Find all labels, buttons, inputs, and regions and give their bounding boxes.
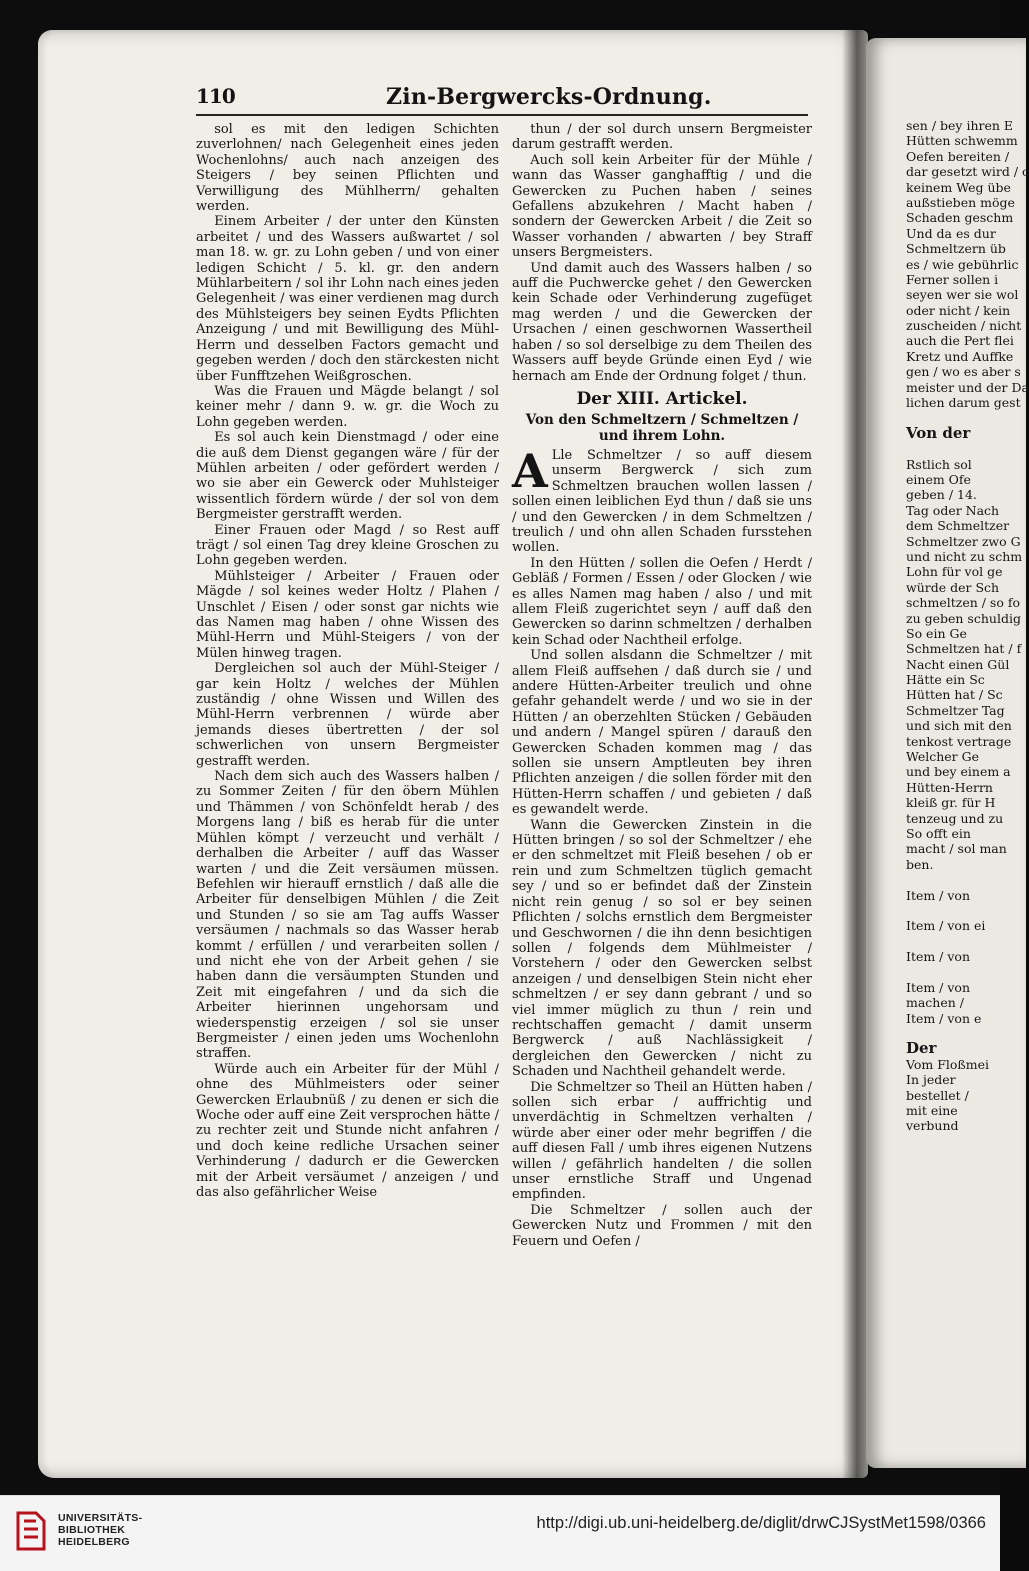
- right-page-line: mit eine: [906, 1103, 958, 1118]
- right-page-text: [906, 118, 1029, 1134]
- left-column-paragraph: sol es mit den ledigen Schichten zuverlohnen/ nach Gelegenheit eines jeden Wochenlohns/ auch nach anzeigen des Steigers / bey seinen Pflichten und Verwilligung des Mühlherrn/ gehalten werden.: [196, 122, 499, 215]
- right-page-line: Schmeltzer Tag: [906, 702, 1005, 718]
- right-page-line: lichen darum gest: [906, 395, 1021, 411]
- right-page-line: es / wie gebührlic: [906, 256, 1019, 272]
- left-column-paragraph: Es sol auch kein Dienstmagd / oder eine die auß dem Dienst gegangen wäre / für der Mühlen arbeiten / oder gefördert werden / wo sie aber ein Gewerck oder Muhlsteiger wissentlich fördern würde / der sol von dem Bergmeister gerstrafft werden.: [196, 430, 499, 523]
- left-column-paragraph: Einem Arbeiter / der unter den Künsten arbeitet / und des Wassers außwartet / sol man 18. w. gr. zu Lohn geben / und von einer ledigen Schicht / 5. kl. gr. den andern Mühlarbeitern / sol ihr Lohn nach eines jeden Gelegenheit / was einer verdienen mag durch des Mühlsteigers bey seinen Eydts Pflichten Anzeigung / und mit Bewilligung des Mühl-Herrn und desselben Factors gemacht und gegeben werden / doch den stärckesten nicht über Funfftzehen Weißgroschen.: [196, 214, 499, 384]
- running-head: [196, 84, 816, 114]
- page-number: 110: [196, 84, 235, 108]
- permalink-url[interactable]: http://digi.ub.uni-heidelberg.de/diglit/drwCJSystMet1598/0366: [536, 1514, 986, 1532]
- article-first-text: Lle Schmeltzer / so auff diesem unserm Bergwerck / sich zum Schmeltzen brauchen wollen lassen / sollen einen leiblichen Eyd thun / daß sie uns / und den Gewercken / in dem Schmeltzen / treulich / und ohn allen Schaden fursstehen wollen.: [512, 447, 812, 556]
- right-page-line: Oefen bereiten /: [906, 148, 1010, 164]
- right-page-line: Und da es dur: [906, 225, 996, 241]
- right-page-line: Item / von: [906, 979, 971, 995]
- right-page-line: Vom Floßmei: [906, 1056, 990, 1072]
- left-column-paragraph: Würde auch ein Arbeiter für der Mühl / ohne des Mühlmeisters oder seiner Gewercken Erlaubnüß / zu denen er sich die Woche oder auff eine Zeit versprochen hätte / zu rechter zeit und Stunde nicht anfahren / und doch keine redliche Ursachen seiner Verhinderung / dadurch er die Gewercken mit der Arbeit versäumet / anzeigen / und das also gefährlicher Weise: [196, 1061, 499, 1201]
- left-column-paragraph: Dergleichen sol auch der Mühl-Steiger / gar kein Holtz / welches der Mühlen zuständig / ohne Wissen und Willen des Mühl-Herrn verbrennen / würde aber jemands dieses übertretten / der sol schwerlichen von unsern Bergmeister gestrafft werden.: [196, 661, 499, 769]
- right-page-line: Hütten hat / Sc: [906, 687, 1003, 703]
- right-page-line: kleiß gr. für H: [906, 795, 996, 811]
- running-title: Zin-Bergwercks-Ordnung.: [386, 84, 712, 110]
- right-page-line: zu geben schuldig: [906, 610, 1021, 626]
- right-page: [866, 38, 1029, 1468]
- right-page-line: [906, 441, 1016, 456]
- right-page-line: zuscheiden / nicht: [906, 318, 1022, 334]
- right-page-line: ben.: [906, 856, 934, 872]
- right-page-line: sen / bey ihren E: [906, 118, 1014, 133]
- right-page-line: und sich mit den: [906, 718, 1012, 734]
- right-page-line: seyen wer sie wol: [906, 287, 1019, 303]
- right-page-line: Item / von ei: [906, 918, 986, 934]
- library-name-line-1: UNIVERSITÄTS-: [58, 1512, 143, 1524]
- right-page-line: tenzeug und zu: [906, 810, 1004, 826]
- right-page-line: Item / von e: [906, 1010, 982, 1026]
- right-column-body: [512, 556, 812, 1249]
- right-column-paragraph: Auch soll kein Arbeiter für der Mühle / wann das Wasser ganghafftig / und die Gewercken zu Puchen haben / seines Gefallens abzukehren / Macht haben / sondern der Gewercken Arbeit / die Zeit so Wasser vorhanden / abwarten / bey Straff unsers Bergmeisters.: [512, 152, 812, 261]
- article-subheading: Von den Schmeltzern / Schmeltzen / und ihrem Lohn.: [525, 411, 799, 444]
- right-column-paragraph: Wann die Gewercken Zinstein in die Hütten bringen / so sol der Schmeltzer / ehe er den schmeltzet mit Fleiß besehen / ob er rein und zum Schmeltzen tüglich gemacht sey / und so er befindet daß der Zinstein nicht rein genug / so sol er bey seinen Pflichten / solchs ernstlich dem Bergmeister und Geschwornen / die ihn denn besichtigen sollen / folgends dem Mühlmeister / Vorstehern / oder den Gewercken selbst anzeigen / und denselbigen Stein nicht eher schmeltzen / er sey dann gebrant / und so viel immer müglich zu thun / rein und rechtschaffen gemacht / damit unserm Bergwerck / auß Nachlässigkeit / dergleichen den Gewercken / nicht zu Schaden und Nachtheil gehandelt werde.: [512, 817, 812, 1080]
- right-column-paragraph: Die Schmeltzer so Theil an Hütten haben / sollen sich erbar / auffrichtig und unverdächtig in Schmeltzen verhalten / würde aber einer oder mehr begriffen / die auff diesen Fall / umb ihres eigenen Nutzens willen / gefährlich handelten / die sollen unser ernstliche Straff und Ungenad empfinden.: [512, 1079, 812, 1203]
- right-page-line: Lohn für vol ge: [906, 564, 1003, 580]
- right-page-line: oder nicht / kein: [906, 302, 1011, 318]
- right-page-line: Hütten schwemm: [906, 133, 1018, 149]
- right-page-line: würde der Sch: [906, 579, 1000, 595]
- right-page-line: Von der: [906, 423, 971, 442]
- right-page-line: Item / von: [906, 887, 971, 903]
- right-page-line: schmeltzen / so fo: [906, 595, 1020, 611]
- right-page-line: dar gesetzt wird / c: [906, 164, 1029, 180]
- right-text-column: [512, 122, 812, 1249]
- dropcap-initial: A: [512, 443, 548, 498]
- right-page-line: Schmeltzen hat / f: [906, 641, 1022, 657]
- right-page-line: Schaden geschm: [906, 210, 1014, 226]
- right-page-line: Item / von: [906, 949, 971, 965]
- right-page-line: Hütten-Herrn: [906, 779, 993, 795]
- right-page-line: geben / 14.: [906, 487, 977, 503]
- right-page-line: Schmeltzern üb: [906, 241, 1006, 257]
- right-page-line: Tag oder Nach: [906, 502, 1000, 518]
- right-page-line: außstieben möge: [906, 194, 1015, 210]
- right-page-line: In jeder: [906, 1072, 956, 1088]
- right-page-line: keinem Weg übe: [906, 179, 1011, 195]
- right-page-line: verbund: [906, 1118, 959, 1134]
- right-page-line: Schmeltzer zwo G: [906, 533, 1021, 549]
- right-page-line: So offt ein: [906, 825, 971, 841]
- right-page-line: gen / wo es aber s: [906, 364, 1021, 380]
- right-page-line: Ferner sollen i: [906, 271, 999, 287]
- right-page-line: und bey einem a: [906, 764, 1011, 780]
- library-name-line-3: HEIDELBERG: [58, 1536, 130, 1548]
- right-column-paragraph: Und sollen alsdann die Schmeltzer / mit allem Fleiß auffsehen / daß durch sie / und andere Hütten-Arbeiter treulich und ohne gefahr gehandelt werde / und wo sie in der Hütten / an oberzehlten Stücken / Gebäuden und andern / Mangel spüren / darauß den Gewercken Schaden kommen mag / das sollen sie unsern Amptleuten bey ihren Pflichten anzeigen / die sollen förder mit den Hütten-Herrn schaffen / und gebieten / daß es gewandelt werde.: [512, 648, 812, 818]
- right-page-line: und nicht zu schm: [906, 548, 1023, 564]
- right-page-line: [906, 964, 1016, 979]
- right-page-line: Hätte ein Sc: [906, 672, 985, 688]
- right-page-line: macht / sol man: [906, 841, 1007, 857]
- right-page-line: Welcher Ge: [906, 749, 980, 765]
- right-page-line: Nacht einen Gül: [906, 656, 1010, 672]
- header-rule: [196, 114, 808, 116]
- right-column-paragraph: In den Hütten / sollen die Oefen / Herdt / Gebläß / Formen / Essen / oder Glocken / wie es alles Namen mag haben / also / und mit allem Fleiß zugerichtet seyn / auff daß den Gewercken so darinn schmeltzen / derhalben kein Schad oder Nachtheil erfolge.: [512, 555, 812, 648]
- right-page-line: einem Ofe: [906, 471, 971, 487]
- article-heading: Der XIII. Artickel.: [576, 388, 748, 409]
- right-column-paragraph: Die Schmeltzer / sollen auch der Gewercken Nutz und Frommen / mit den Feuern und Oefen /: [512, 1202, 812, 1249]
- right-page-line: Kretz und Auffke: [906, 348, 1014, 364]
- right-column-intro: [512, 122, 812, 384]
- right-column-paragraph: thun / der sol durch unsern Bergmeister darum gestrafft werden.: [512, 122, 812, 153]
- left-column-paragraph: Was die Frauen und Mägde belangt / sol keiner mehr / dann 9. w. gr. die Woch zu Lohn gegeben werden.: [196, 383, 499, 430]
- university-library-logo-icon[interactable]: [14, 1509, 48, 1553]
- right-page-line: So ein Ge: [906, 625, 967, 641]
- right-page-line: bestellet /: [906, 1087, 969, 1103]
- left-column-paragraph: Mühlsteiger / Arbeiter / Frauen oder Mägde / sol keines weder Holtz / Plahen / Unschlet / Eisen / oder sonst gar nichts wie das Namen mag haben / ohne Wissen des Mühl-Herrn und Mühl-Steigers / von der Mülen hinweg tragen.: [196, 568, 499, 661]
- library-name-line-2: BIBLIOTHEK: [58, 1524, 126, 1536]
- viewer-footer: [0, 1495, 1000, 1571]
- left-column-paragraph: Einer Frauen oder Magd / so Rest auff trägt / sol einen Tag drey kleine Groschen zu Lohn gegeben werden.: [196, 522, 499, 569]
- right-page-line: Der: [906, 1039, 937, 1058]
- library-name[interactable]: [58, 1512, 142, 1548]
- article-first-paragraph: [512, 443, 812, 556]
- right-page-line: auch die Pert flei: [906, 333, 1014, 349]
- right-page-line: tenkost vertrage: [906, 733, 1012, 749]
- right-column-paragraph: Und damit auch des Wassers halben / so auff die Puchwercke gehet / den Gewercken kein Schade oder Verhinderung zugefüget mag werden / und die Gewercken der Ursachen / einen geschwornen Wassertheil haben / so sol derselbige zu dem Theilen des Wassers auff beyde Gründe einen Eyd / wie hernach am Ende der Ordnung folget / thun.: [512, 260, 812, 384]
- left-column-paragraph: Nach dem sich auch des Wassers halben / zu Sommer Zeiten / für den öbern Mühlen und Thämmen / von Schönfeldt herab / des Morgens lang / biß es herab für die unter Mühlen kömpt / verzeucht und verhält / derhalben die Arbeiter / auff das Wasser warten / und die Zeit versäumen müssen. Befehlen wir hierauff ernstlich / daß alle die Arbeiter für denselbigen Mühlen / die Zeit und Stunden / so sie am Tag auffs Wasser versäumen / nachmals so das Wasser herab kommt / erfüllen / und verarbeiten sollen / und nicht ehe von der Arbeit gehen / sie haben dann die versäumpten Stunden und Zeit mit eingefahren / und da sich die Arbeiter hierinnen ungehorsam und wiederspenstig erzeigen / sol sie unser Bergmeister / einen jeden ums Wochenlohn straffen.: [196, 769, 499, 1062]
- right-page-line: [906, 934, 1016, 949]
- right-page-line: [906, 872, 1016, 887]
- right-page-line: Rstlich sol: [906, 456, 972, 472]
- left-text-column: [196, 122, 499, 1200]
- right-page-line: machen /: [906, 995, 964, 1011]
- right-page-line: meister und der Da: [906, 379, 1029, 395]
- right-page-line: dem Schmeltzer: [906, 518, 1010, 534]
- right-page-line: [906, 903, 1016, 918]
